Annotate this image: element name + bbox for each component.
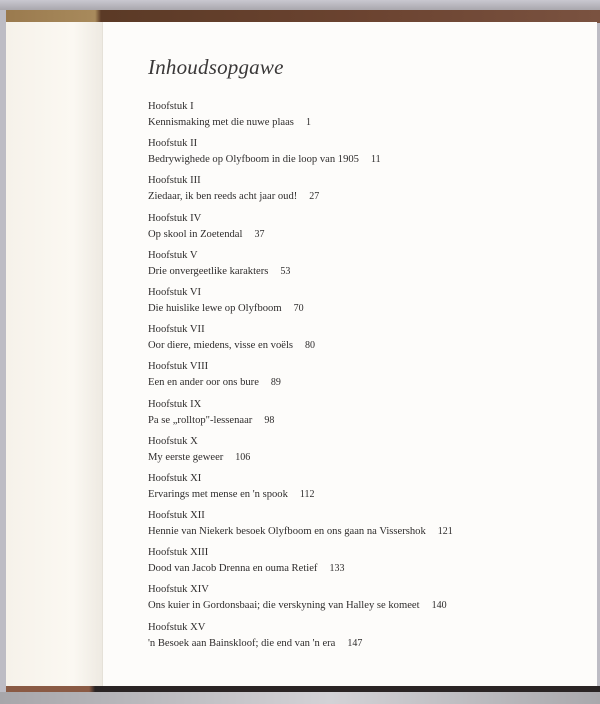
chapter-title-line [148, 487, 588, 503]
chapter-title-line [148, 152, 588, 168]
chapter-title: Ons kuier in Gordonsbaai; die verskyning van Halley se komeet [148, 600, 420, 612]
chapter-title: Dood van Jacob Drenna en ouma Retief [148, 563, 318, 575]
background-top [0, 0, 600, 10]
toc-entry [148, 508, 588, 545]
chapter-page-number: 89 [270, 377, 281, 389]
chapter-page-number: 106 [235, 451, 251, 463]
chapter-title: Die huislike lewe op Olyfboom [148, 302, 282, 314]
chapter-page-number: 53 [280, 265, 291, 277]
toc-entry [148, 545, 588, 582]
toc-entry [148, 99, 588, 136]
chapter-label: Hoofstuk V [148, 249, 198, 261]
chapter-label: Hoofstuk XI [148, 472, 202, 484]
chapter-title-line [148, 561, 588, 577]
toc-entry [148, 136, 588, 173]
chapter-title-line [148, 338, 588, 354]
chapter-page-number: 147 [347, 637, 363, 649]
chapter-title-line [148, 413, 588, 429]
toc-entry [148, 582, 588, 619]
chapter-label: Hoofstuk VII [148, 324, 205, 336]
chapter-title-line [148, 115, 588, 131]
chapter-title-line [148, 450, 588, 466]
chapter-label: Hoofstuk IX [148, 398, 202, 410]
chapter-page-number: 112 [299, 488, 315, 500]
chapter-label: Hoofstuk I [148, 101, 194, 112]
toc-entry [148, 434, 588, 471]
chapter-title-line [148, 189, 588, 205]
chapter-label: Hoofstuk XIII [148, 547, 209, 559]
chapter-page-number: 11 [370, 154, 381, 166]
chapter-page-number: 140 [431, 600, 447, 612]
toc-entry [148, 620, 588, 657]
chapter-title: Hennie van Niekerk besoek Olyfboom en ons gaan na Vissershok [148, 526, 426, 538]
chapter-page-number: 98 [264, 414, 275, 426]
chapter-label: Hoofstuk XIV [148, 584, 209, 596]
chapter-title-line [148, 598, 588, 614]
chapter-title-line [148, 636, 588, 652]
chapter-title: Oor diere, miedens, visse en voëls [148, 340, 294, 352]
chapter-title: Pa se „rolltop"-lessenaar [148, 414, 253, 426]
chapter-label: Hoofstuk XV [148, 621, 206, 633]
chapter-label: Hoofstuk X [148, 435, 198, 447]
chapter-title: Ervarings met mense en 'n spook [148, 488, 288, 500]
chapter-page-number: 37 [254, 228, 265, 240]
chapter-title-line [148, 375, 588, 391]
toc-entry [148, 471, 588, 508]
chapter-label: Hoofstuk IV [148, 212, 202, 224]
chapter-page-number: 27 [309, 191, 320, 203]
chapter-title: 'n Besoek aan Bainskloof; die end van 'n era [148, 637, 336, 649]
background-bottom [0, 692, 600, 704]
toc-entry [148, 397, 588, 434]
chapter-title: Drie onvergeetlike karakters [148, 265, 269, 277]
chapter-title-line [148, 301, 588, 317]
left-page [6, 22, 102, 686]
chapter-title: Een en ander oor ons bure [148, 377, 259, 389]
chapter-page-number: 70 [293, 302, 304, 314]
chapter-label: Hoofstuk III [148, 175, 201, 187]
toc-entry [148, 211, 588, 248]
chapter-title: Bedrywighede op Olyfboom in die loop van 1905 [148, 154, 359, 166]
toc-entry [148, 173, 588, 210]
chapter-title: Op skool in Zoetendal [148, 228, 243, 240]
chapter-title: My eerste geweer [148, 451, 224, 463]
chapter-page-number: 133 [329, 563, 345, 575]
chapter-page-number: 80 [305, 340, 316, 352]
chapter-title-line [148, 524, 588, 540]
chapter-title: Kennismaking met die nuwe plaas [148, 117, 294, 128]
toc-entry [148, 248, 588, 285]
chapter-title: Ziedaar, ik ben reeds acht jaar oud! [148, 191, 298, 203]
chapter-title-line [148, 264, 588, 280]
chapter-page-number: 1 [305, 117, 311, 128]
chapter-label: Hoofstuk VI [148, 286, 202, 298]
toc-entry [148, 359, 588, 396]
chapter-label: Hoofstuk XII [148, 510, 205, 522]
chapter-label: Hoofstuk VIII [148, 361, 209, 373]
chapter-title-line [148, 227, 588, 243]
table-of-contents [148, 99, 588, 657]
chapter-label: Hoofstuk II [148, 138, 198, 150]
toc-entry [148, 322, 588, 359]
toc-entry [148, 285, 588, 322]
page-title: Inhoudsopgawe [148, 55, 284, 79]
chapter-page-number: 121 [437, 526, 453, 538]
